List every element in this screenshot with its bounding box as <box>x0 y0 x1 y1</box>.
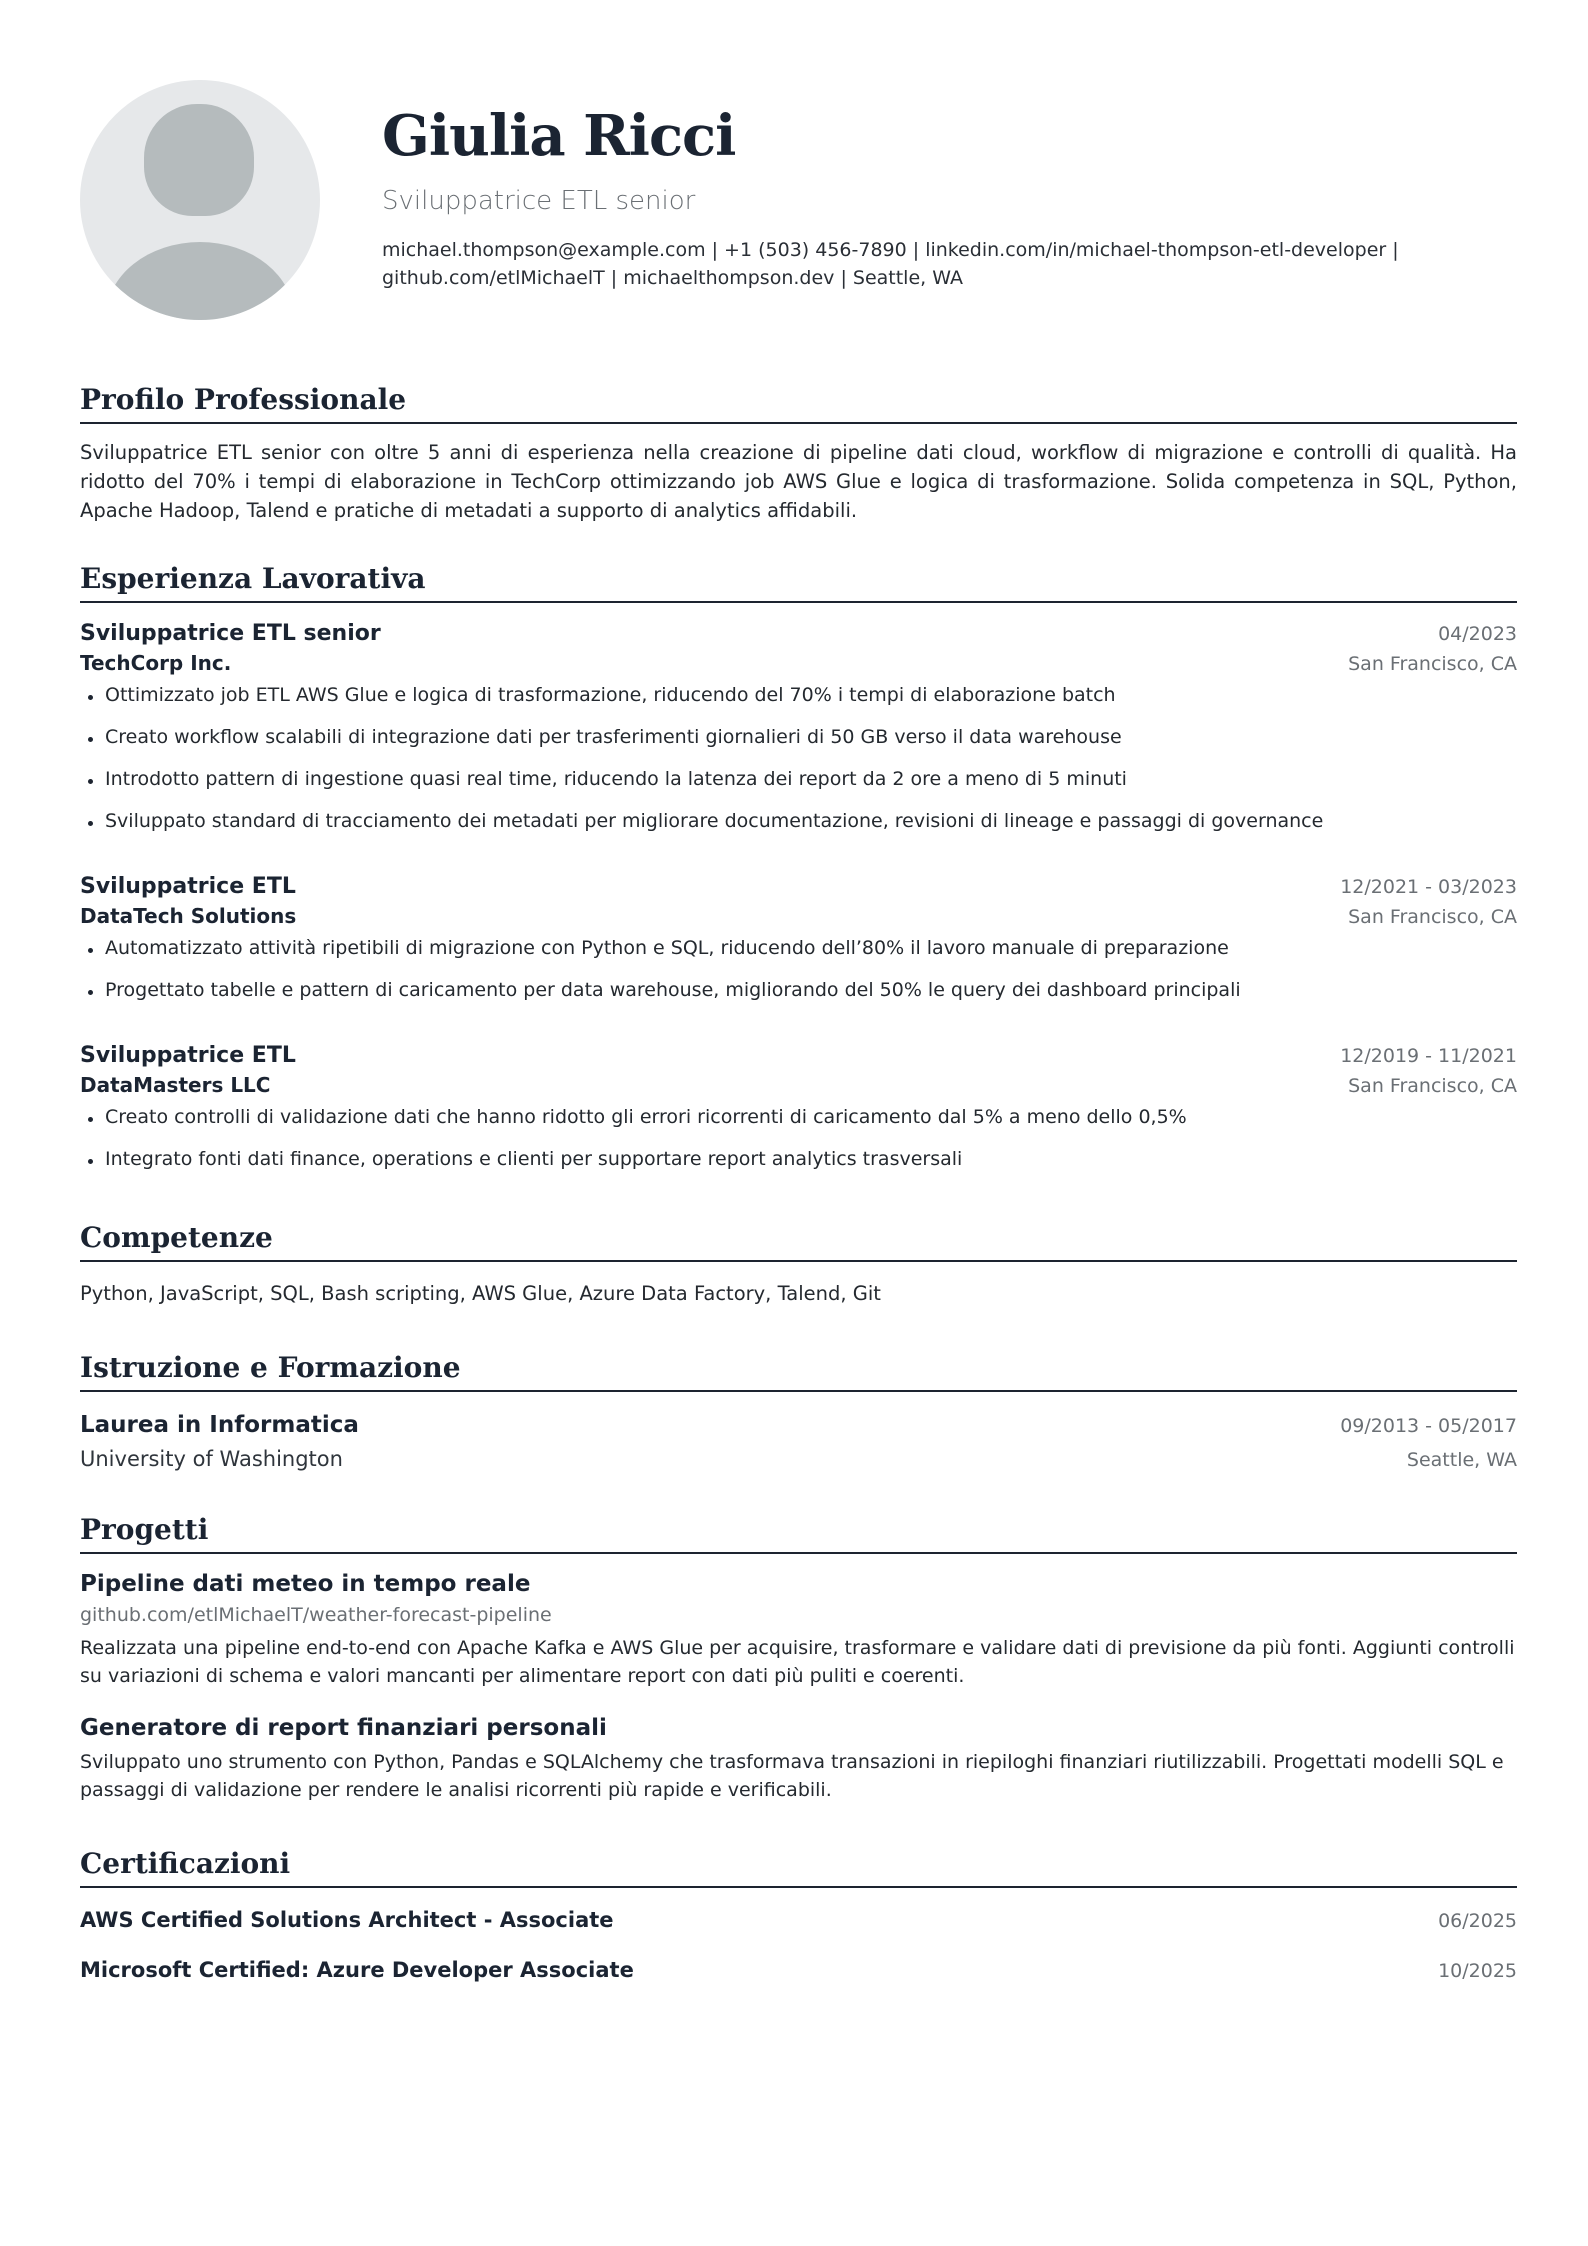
avatar-shoulders <box>106 242 294 320</box>
job-entry <box>80 619 1517 834</box>
skills-list: Python, JavaScript, SQL, Bash scripting, AWS Glue, Azure Data Factory, Talend, Git <box>80 1282 881 1305</box>
section-title-skills: Competenze <box>80 1220 1517 1262</box>
project-description: Realizzata una pipeline end-to-end con Apache Kafka e AWS Glue per acquisire, trasformare e validare dati di previsione da più fonti. Aggiunti controlli su variazioni di schema e valori mancanti per alimentare report con dati più puliti e coerenti. <box>80 1637 1515 1687</box>
job-bullet: Creato workflow scalabili di integrazione dati per trasferimenti giornalieri di 50 GB verso il data warehouse <box>80 724 1517 750</box>
contact-info <box>382 236 1442 292</box>
job-bullets <box>80 1104 1517 1172</box>
project-entry <box>80 1568 1517 1690</box>
job-bullet: Creato controlli di validazione dati che hanno ridotto gli errori ricorrenti di caricamento dal 5% a meno dello 0,5% <box>80 1104 1517 1130</box>
job-dates: 12/2021 - 03/2023 <box>1340 876 1517 898</box>
profile-section <box>80 382 1517 525</box>
avatar-placeholder-icon <box>80 80 320 320</box>
profile-summary: Sviluppatrice ETL senior con oltre 5 anni di esperienza nella creazione di pipeline dati cloud, workflow di migrazione e controlli di qualità. Ha ridotto del 70% i tempi di elaborazione in TechCorp ottimizzando job AWS Glue e logica di trasformazione. Solida competenza in SQL, Python, Apache Hadoop, Talend e pratiche di metadati a supporto di analytics affidabili. <box>80 441 1517 522</box>
section-title-certifications: Certificazioni <box>80 1846 1517 1888</box>
education-school: University of Washington <box>80 1447 343 1471</box>
certifications-section <box>80 1846 1517 1986</box>
section-title-education: Istruzione e Formazione <box>80 1350 1517 1392</box>
job-dates: 12/2019 - 11/2021 <box>1340 1045 1517 1067</box>
job-bullets <box>80 682 1517 834</box>
job-role: Sviluppatrice ETL <box>80 1043 296 1068</box>
skills-section <box>80 1220 1517 1308</box>
section-title-projects: Progetti <box>80 1512 1517 1554</box>
education-location: Seattle, WA <box>1406 1449 1517 1471</box>
certification-name: AWS Certified Solutions Architect - Associate <box>80 1908 614 1932</box>
job-bullet: Sviluppato standard di tracciamento dei metadati per migliorare documentazione, revisioni di lineage e passaggi di governance <box>80 808 1517 834</box>
section-title-experience: Esperienza Lavorativa <box>80 561 1517 603</box>
certification-entry <box>80 1904 1517 1936</box>
education-degree: Laurea in Informatica <box>80 1412 359 1438</box>
job-location: San Francisco, CA <box>1348 653 1517 675</box>
job-entry <box>80 872 1517 1003</box>
job-bullet: Integrato fonti dati finance, operations e clienti per supportare report analytics trasversali <box>80 1146 1517 1172</box>
education-section <box>80 1350 1517 1476</box>
job-company: DataMasters LLC <box>80 1073 271 1097</box>
education-dates: 09/2013 - 05/2017 <box>1340 1415 1517 1437</box>
projects-section <box>80 1512 1517 1804</box>
job-entry <box>80 1041 1517 1172</box>
section-title-profile: Profilo Professionale <box>80 382 1517 424</box>
resume-page <box>80 80 1517 1986</box>
certification-date: 06/2025 <box>1438 1910 1517 1932</box>
job-location: San Francisco, CA <box>1348 906 1517 928</box>
job-dates: 04/2023 <box>1438 623 1517 645</box>
project-link[interactable]: github.com/etlMichaelT/weather-forecast-pipeline <box>80 1604 552 1626</box>
job-bullet: Automatizzato attività ripetibili di migrazione con Python e SQL, riducendo dell’80% il lavoro manuale di preparazione <box>80 935 1517 961</box>
project-name: Generatore di report finanziari personali <box>80 1715 607 1741</box>
job-bullets <box>80 935 1517 1003</box>
experience-section <box>80 561 1517 1172</box>
certification-date: 10/2025 <box>1438 1960 1517 1982</box>
certification-entry <box>80 1954 1517 1986</box>
job-bullet: Progettato tabelle e pattern di caricamento per data warehouse, migliorando del 50% le query dei dashboard principali <box>80 977 1517 1003</box>
header-text <box>382 102 1502 292</box>
project-description: Sviluppato uno strumento con Python, Pandas e SQLAlchemy che trasformava transazioni in riepiloghi finanziari riutilizzabili. Progettati modelli SQL e passaggi di validazione per rendere le analisi ricorrenti più rapide e verificabili. <box>80 1751 1504 1801</box>
job-company: DataTech Solutions <box>80 904 297 928</box>
project-entry <box>80 1712 1517 1804</box>
job-role: Sviluppatrice ETL <box>80 874 296 899</box>
project-name: Pipeline dati meteo in tempo reale <box>80 1571 531 1597</box>
avatar-head <box>144 104 254 216</box>
job-bullet: Ottimizzato job ETL AWS Glue e logica di trasformazione, riducendo del 70% i tempi di elaborazione batch <box>80 682 1517 708</box>
job-company: TechCorp Inc. <box>80 651 232 675</box>
contact-line-2: github.com/etlMichaelT | michaelthompson.dev | Seattle, WA <box>382 267 963 289</box>
candidate-title: Sviluppatrice ETL senior <box>382 186 696 216</box>
contact-line-1: michael.thompson@example.com | +1 (503) 456-7890 | linkedin.com/in/michael-thompson-etl-developer | <box>382 239 1399 261</box>
certification-name: Microsoft Certified: Azure Developer Associate <box>80 1958 634 1982</box>
job-bullet: Introdotto pattern di ingestione quasi real time, riducendo la latenza dei report da 2 ore a meno di 5 minuti <box>80 766 1517 792</box>
candidate-name: Giulia Ricci <box>382 103 736 169</box>
education-entry <box>80 1408 1517 1476</box>
job-location: San Francisco, CA <box>1348 1075 1517 1097</box>
resume-header <box>80 80 1517 320</box>
job-role: Sviluppatrice ETL senior <box>80 621 381 646</box>
